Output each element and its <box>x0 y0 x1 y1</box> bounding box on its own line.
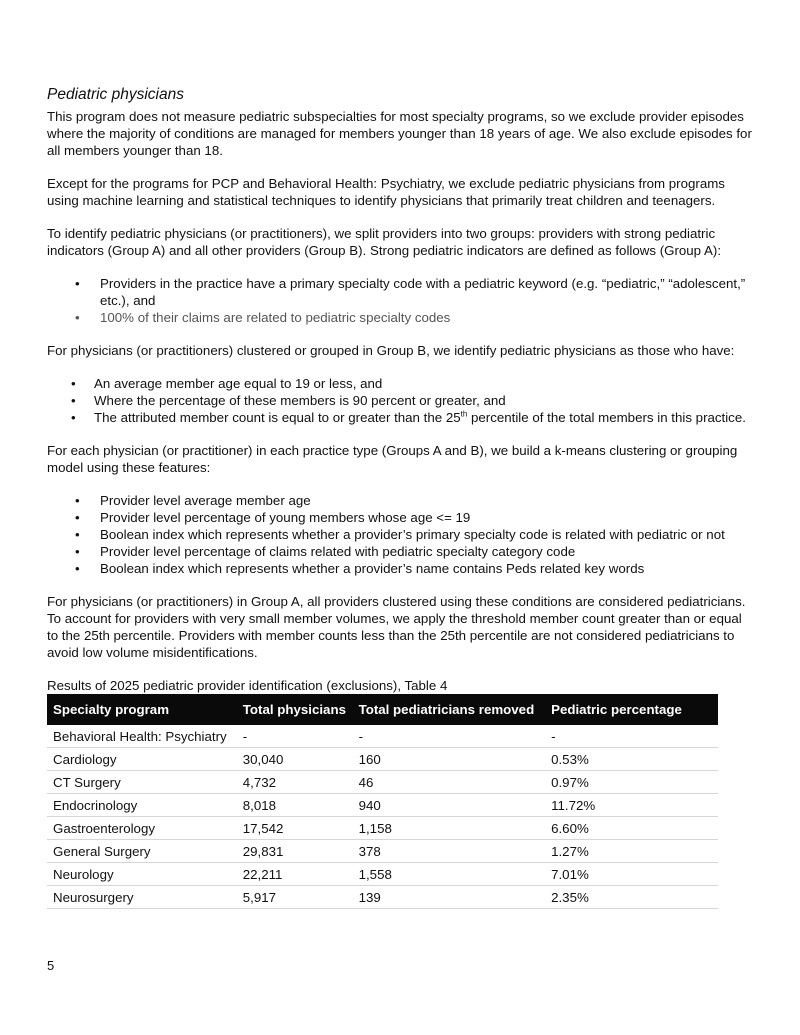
table-cell: Neurology <box>47 863 237 886</box>
table-row <box>47 794 718 817</box>
bullet: • <box>75 310 80 325</box>
table-cell: 29,831 <box>237 840 353 863</box>
list-item: • Boolean index which represents whether a provider’s primary specialty code is related with pediatric or not <box>75 527 725 542</box>
table-cell: 1,158 <box>353 817 546 840</box>
document-body <box>47 86 752 909</box>
section-heading: Pediatric physicians <box>47 86 184 103</box>
group-a-criteria-list <box>47 275 752 326</box>
table-cell: 0.53% <box>545 748 718 771</box>
paragraph: To identify pediatric physicians (or practitioners), we split providers into two groups: providers with strong pediatric indicators (Group A) and all other providers (Group B). Strong pediatric indicators are defined as follows (Group A): <box>47 226 722 258</box>
table-cell: 11.72% <box>545 794 718 817</box>
results-table <box>47 694 718 909</box>
table-cell: 7.01% <box>545 863 718 886</box>
table-cell: Cardiology <box>47 748 237 771</box>
table-row <box>47 840 718 863</box>
table-cell: - <box>545 725 718 748</box>
bullet: • <box>71 410 76 425</box>
table-cell: 2.35% <box>545 886 718 909</box>
bullet: • <box>71 376 76 391</box>
superscript: th <box>460 409 468 419</box>
bullet: • <box>75 493 80 508</box>
paragraph: For each physician (or practitioner) in each practice type (Groups A and B), we build a k-means clustering or grouping model using these features: <box>47 443 738 475</box>
paragraph: Except for the programs for PCP and Behavioral Health: Psychiatry, we exclude pediatric physicians from programs using machine learning and statistical techniques to identify physicians that primarily treat children and teenagers. <box>47 176 725 208</box>
table-row <box>47 771 718 794</box>
table-cell: Behavioral Health: Psychiatry <box>47 725 237 748</box>
bullet: • <box>75 561 80 576</box>
table-cell: 6.60% <box>545 817 718 840</box>
bullet: • <box>75 276 80 291</box>
table-caption: Results of 2025 pediatric provider identification (exclusions), Table 4 <box>47 678 448 693</box>
bullet: • <box>75 527 80 542</box>
table-cell: General Surgery <box>47 840 237 863</box>
list-item: • An average member age equal to 19 or less, and <box>71 376 383 391</box>
table-row <box>47 817 718 840</box>
table-cell: 30,040 <box>237 748 353 771</box>
table-cell: 46 <box>353 771 546 794</box>
table-cell: 1.27% <box>545 840 718 863</box>
paragraph: For physicians (or practitioners) in Group A, all providers clustered using these conditions are considered pediatricians. To account for providers with very small member volumes, we apply the threshold member count greater than or equal to the 25th percentile. Providers with member counts less than the 25th percentile are not considered pediatricians to avoid low volume misidentifications. <box>47 594 746 660</box>
list-item: • Provider level percentage of claims related with pediatric specialty category code <box>75 544 576 559</box>
column-header-pediatric-percentage: Pediatric percentage <box>545 694 718 725</box>
table-row <box>47 725 718 748</box>
column-header-total-pediatricians-removed: Total pediatricians removed <box>353 694 546 725</box>
column-header-specialty-program: Specialty program <box>47 694 237 725</box>
table-cell: Neurosurgery <box>47 886 237 909</box>
table-cell: - <box>353 725 546 748</box>
table-cell: 378 <box>353 840 546 863</box>
table-cell: 139 <box>353 886 546 909</box>
paragraph: For physicians (or practitioners) clustered or grouped in Group B, we identify pediatric physicians as those who have: <box>47 343 735 358</box>
table-cell: CT Surgery <box>47 771 237 794</box>
table-cell: 940 <box>353 794 546 817</box>
table-row <box>47 863 718 886</box>
bullet: • <box>75 510 80 525</box>
list-item: • Provider level average member age <box>75 493 311 508</box>
table-row <box>47 748 718 771</box>
bullet: • <box>71 393 76 408</box>
table-cell: 5,917 <box>237 886 353 909</box>
table-cell: 160 <box>353 748 546 771</box>
table-cell: - <box>237 725 353 748</box>
list-item: • Where the percentage of these members is 90 percent or greater, and <box>71 393 506 408</box>
table-cell: 0.97% <box>545 771 718 794</box>
table-cell: 1,558 <box>353 863 546 886</box>
list-item: • Provider level percentage of young members whose age <= 19 <box>75 510 471 525</box>
table-header-row <box>47 694 718 725</box>
paragraph: This program does not measure pediatric subspecialties for most specialty programs, so we exclude provider episodes where the majority of conditions are managed for members younger than 18 years of age. We also exclude episodes for all members younger than 18. <box>47 109 752 158</box>
table-cell: 8,018 <box>237 794 353 817</box>
table-cell: 4,732 <box>237 771 353 794</box>
list-item: • Boolean index which represents whether a provider’s name contains Peds related key words <box>75 561 645 576</box>
page-number: 5 <box>47 958 55 973</box>
list-item: • The attributed member count is equal to or greater than the 25th percentile of the total members in this practice. <box>71 409 746 425</box>
group-b-criteria-list <box>47 375 752 426</box>
table-cell: 22,211 <box>237 863 353 886</box>
features-list <box>47 492 752 577</box>
bullet: • <box>75 544 80 559</box>
list-item: • 100% of their claims are related to pediatric specialty codes <box>75 310 451 325</box>
table-cell: Endocrinology <box>47 794 237 817</box>
table-cell: Gastroenterology <box>47 817 237 840</box>
column-header-total-physicians: Total physicians <box>237 694 353 725</box>
table-cell: 17,542 <box>237 817 353 840</box>
table-row <box>47 886 718 909</box>
list-item: • Providers in the practice have a primary specialty code with a pediatric keyword (e.g. “pediatric,” “adolescent,” etc.), and <box>75 276 746 308</box>
